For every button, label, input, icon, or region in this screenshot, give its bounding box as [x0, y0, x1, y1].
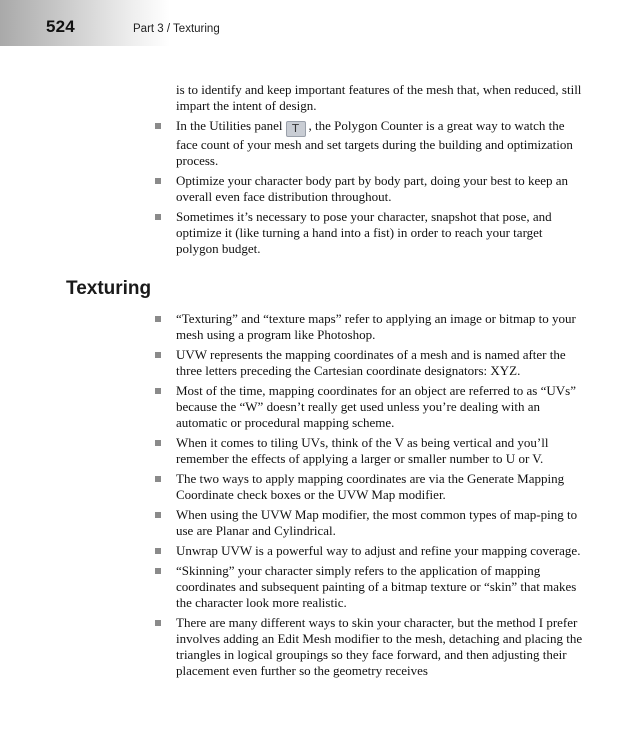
bullet-marker [155, 123, 161, 129]
bullet-marker [155, 352, 161, 358]
list-item [176, 563, 586, 611]
list-item [176, 209, 586, 257]
list-item [176, 471, 586, 503]
page-number: 524 [46, 17, 75, 36]
list-item [176, 311, 586, 343]
bullet-text: UVW represents the mapping coordinates of a mesh and is named after the three letters preceding the Cartesian coordinate designators: XYZ. [176, 347, 566, 378]
texturing-block [176, 311, 586, 683]
utilities-panel-icon: T [286, 121, 306, 137]
continuation-paragraph: is to identify and keep important features of the mesh that, when reduced, still impart the intent of design. [176, 82, 582, 113]
list-item [176, 507, 586, 539]
bullet-marker [155, 214, 161, 220]
section-heading: Texturing [66, 278, 152, 299]
bullet-marker [155, 568, 161, 574]
utilities-text-after: , the Polygon Counter is a great way to watch the face count of your mesh and set targets during the building and optimization process. [176, 118, 573, 168]
list-item [176, 615, 586, 679]
texturing-bullet-list [176, 311, 586, 679]
bullet-marker [155, 388, 161, 394]
bullet-marker [155, 440, 161, 446]
bullet-marker [155, 476, 161, 482]
bullet-marker [155, 316, 161, 322]
list-item [176, 118, 586, 169]
list-item [176, 435, 586, 467]
bullet-text: “Skinning” your character simply refers to the application of mapping coordinates and subsequent painting of a bitmap texture or “skin” that makes the character look more realistic. [176, 563, 577, 610]
bullet-text: The two ways to apply mapping coordinates are via the Generate Mapping Coordinate check boxes or the UVW Map modifier. [176, 471, 565, 502]
list-item [176, 543, 586, 559]
bullet-marker [155, 178, 161, 184]
bullet-text: Most of the time, mapping coordinates for an object are referred to as “UVs” because the “W” doesn’t really get used unless you’re dealing with an automatic or procedural mapping scheme. [176, 383, 576, 430]
list-item [176, 383, 586, 431]
utilities-text-before: In the Utilities panel [176, 118, 283, 133]
list-item [176, 347, 586, 379]
intro-bullet-list [176, 118, 586, 257]
intro-block [176, 82, 586, 261]
list-item [176, 173, 586, 205]
bullet-text: When using the UVW Map modifier, the most common types of map-ping to use are Planar and Cylindrical. [176, 507, 578, 538]
bullet-text: “Texturing” and “texture maps” refer to applying an image or bitmap to your mesh using a program like Photoshop. [176, 311, 576, 342]
bullet-text: Unwrap UVW is a powerful way to adjust and refine your mapping coverage. [176, 543, 581, 558]
bullet-text: Optimize your character body part by body part, doing your best to keep an overall even face distribution throughout. [176, 173, 569, 204]
bullet-marker [155, 620, 161, 626]
bullet-text: When it comes to tiling UVs, think of the V as being vertical and you’ll remember the effects of applying a larger or smaller number to U or V. [176, 435, 549, 466]
bullet-text: There are many different ways to skin your character, but the method I prefer involves adding an Edit Mesh modifier to the mesh, detaching and placing the triangles in logical groupings so they face forward, and then adjusting their placement even further so the geometry receives [176, 615, 583, 678]
bullet-marker [155, 512, 161, 518]
bullet-text: Sometimes it’s necessary to pose your character, snapshot that pose, and optimize it (like turning a hand into a fist) in order to reach your target polygon budget. [176, 209, 552, 256]
bullet-marker [155, 548, 161, 554]
running-head: Part 3 / Texturing [133, 23, 220, 35]
